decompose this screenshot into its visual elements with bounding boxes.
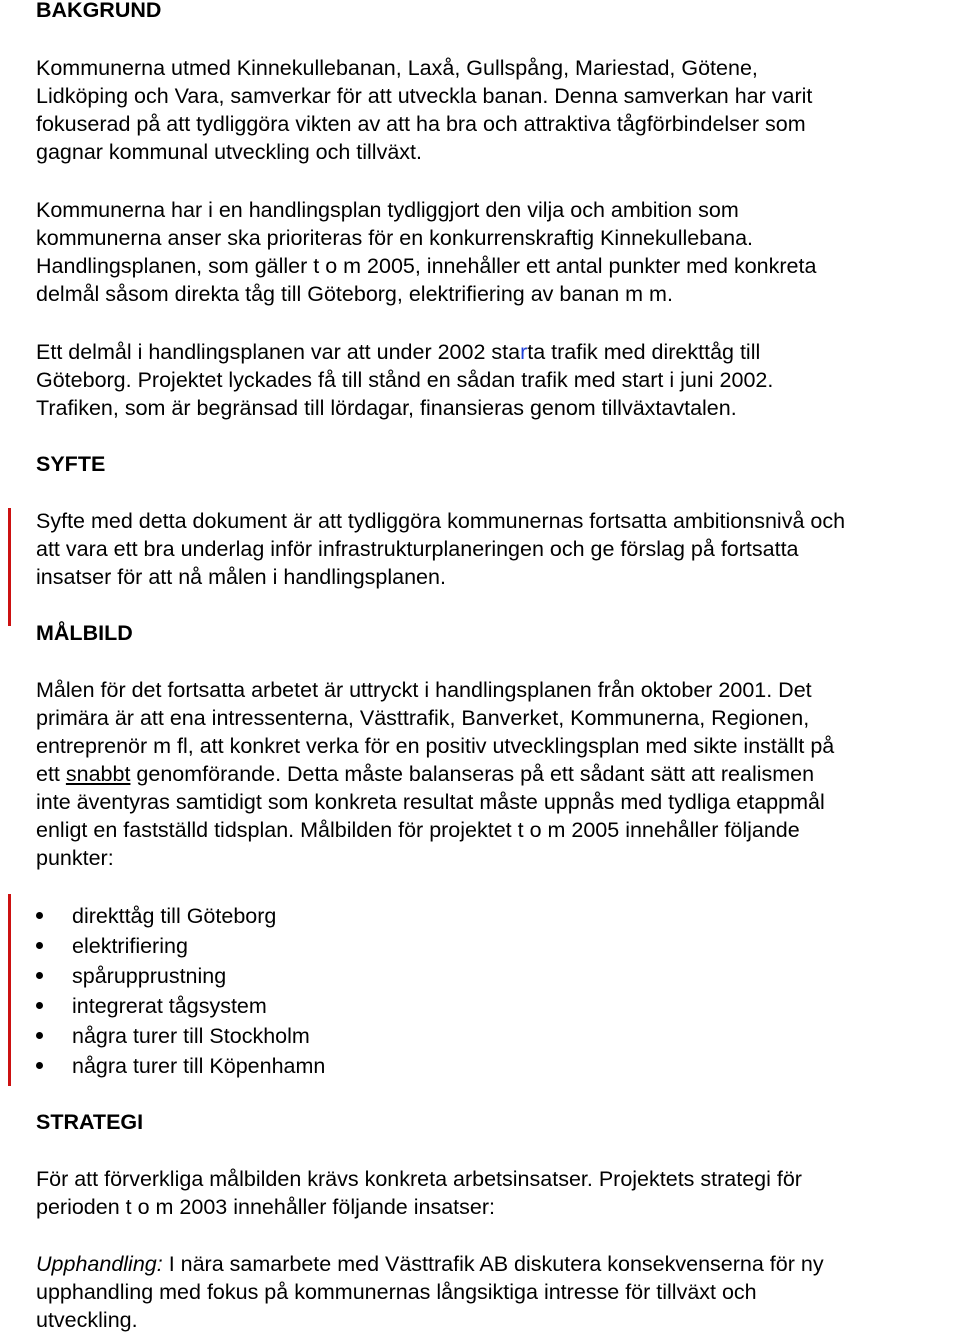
list-item-text: några turer till Stockholm bbox=[72, 1024, 310, 1048]
paragraph-line: enligt en fastställd tidsplan. Målbilden för projektet t o m 2005 innehåller följande bbox=[36, 818, 800, 842]
heading-strategi: STRATEGI bbox=[36, 1110, 144, 1134]
paragraph-line bbox=[36, 760, 814, 788]
paragraph-line: Lidköping och Vara, samverkar för att utveckla banan. Denna samverkan har varit bbox=[36, 84, 813, 108]
paragraph-line: att vara ett bra underlag inför infrastrukturplaneringen och ge förslag på fortsatta bbox=[36, 537, 799, 561]
paragraph-line: kommunerna anser ska prioriteras för en konkurrenskraftig Kinnekullebana. bbox=[36, 226, 754, 250]
bullet-icon bbox=[36, 912, 43, 919]
highlighted-letter: r bbox=[520, 340, 528, 364]
list-item-text: integrerat tågsystem bbox=[72, 994, 267, 1018]
paragraph-line: inte äventyras samtidigt som konkreta resultat måste uppnås med tydliga etappmål bbox=[36, 790, 825, 814]
paragraph-line: perioden t o m 2003 innehåller följande insatser: bbox=[36, 1195, 495, 1219]
paragraph-line: gagnar kommunal utveckling och tillväxt. bbox=[36, 140, 422, 164]
text-span: Ett delmål i handlingsplanen var att under 2002 sta bbox=[36, 340, 521, 364]
paragraph-line: delmål såsom direkta tåg till Göteborg, elektrifiering av banan m m. bbox=[36, 282, 673, 306]
change-bar-bullets bbox=[8, 894, 11, 1086]
paragraph-line: fokuserad på att tydliggöra vikten av att ha bra och attraktiva tågförbindelser som bbox=[36, 112, 806, 136]
paragraph-line: Trafiken, som är begränsad till lördagar, finansieras genom tillväxtavtalen. bbox=[36, 396, 737, 420]
text-span: genomförande. Detta måste balanseras på ett sådant sätt att realismen bbox=[130, 762, 815, 786]
list-item-text: spårupprustning bbox=[72, 964, 227, 988]
paragraph-line: Handlingsplanen, som gäller t o m 2005, innehåller ett antal punkter med konkreta bbox=[36, 254, 817, 278]
italic-label: Upphandling: bbox=[36, 1252, 163, 1276]
paragraph-line: punkter: bbox=[36, 846, 114, 870]
bullet-icon bbox=[36, 972, 43, 979]
paragraph-line: upphandling med fokus på kommunernas långsiktiga intresse för tillväxt och bbox=[36, 1280, 757, 1304]
list-item-text: några turer till Köpenhamn bbox=[72, 1054, 326, 1078]
bullet-icon bbox=[36, 1002, 43, 1009]
paragraph-line bbox=[36, 1250, 824, 1278]
bullet-icon bbox=[36, 1062, 43, 1069]
heading-syfte: SYFTE bbox=[36, 452, 106, 476]
paragraph-line: entreprenör m fl, att konkret verka för en positiv utvecklingsplan med sikte inställt på bbox=[36, 734, 835, 758]
paragraph-line: insatser för att nå målen i handlingsplanen. bbox=[36, 565, 446, 589]
paragraph-line: Syfte med detta dokument är att tydliggöra kommunernas fortsatta ambitionsnivå och bbox=[36, 509, 846, 533]
paragraph-line bbox=[36, 338, 760, 366]
heading-bakgrund: BAKGRUND bbox=[36, 0, 162, 22]
paragraph-line: utveckling. bbox=[36, 1308, 138, 1332]
paragraph-line: Göteborg. Projektet lyckades få till stånd en sådan trafik med start i juni 2002. bbox=[36, 368, 774, 392]
heading-malbild: MÅLBILD bbox=[36, 621, 133, 645]
text-span: ett bbox=[36, 762, 66, 786]
paragraph-line: primära är att ena intressenterna, Västtrafik, Banverket, Kommunerna, Regionen, bbox=[36, 706, 810, 730]
text-span: I nära samarbete med Västtrafik AB diskutera konsekvenserna för ny bbox=[162, 1252, 824, 1276]
bullet-icon bbox=[36, 1032, 43, 1039]
bullet-icon bbox=[36, 942, 43, 949]
underlined-word: snabbt bbox=[65, 762, 131, 786]
list-item-text: direkttåg till Göteborg bbox=[72, 904, 277, 928]
paragraph-line: Kommunerna utmed Kinnekullebanan, Laxå, Gullspång, Mariestad, Götene, bbox=[36, 56, 758, 80]
paragraph-line: Målen för det fortsatta arbetet är uttryckt i handlingsplanen från oktober 2001. Det bbox=[36, 678, 812, 702]
paragraph-line: Kommunerna har i en handlingsplan tydliggjort den vilja och ambition som bbox=[36, 198, 739, 222]
change-bar-syfte bbox=[8, 508, 11, 626]
paragraph-line: För att förverkliga målbilden krävs konkreta arbetsinsatser. Projektets strategi för bbox=[36, 1167, 802, 1191]
text-span: ta trafik med direkttåg till bbox=[527, 340, 761, 364]
list-item-text: elektrifiering bbox=[72, 934, 188, 958]
